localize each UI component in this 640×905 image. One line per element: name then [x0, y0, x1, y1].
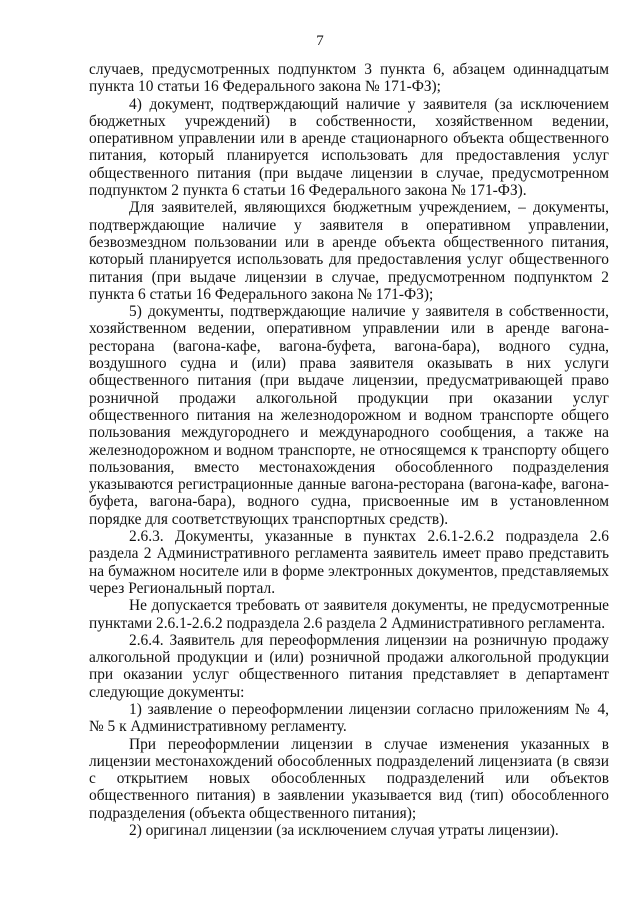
paragraph-reissue-location-change: При переоформлении лицензии в случае изменения указанных в лицензии местонахождений обособленных подразделений лицензиата (в связи с открытием новых обособленных подразделений или объектов общественного питания) в заявлении указывается вид (тип) обособленного подразделения (объекта общественного питания);: [89, 735, 609, 822]
page-number: 7: [316, 33, 324, 49]
paragraph-item-4: 4) документ, подтверждающий наличие у заявителя (за исключением бюджетных учреждений) в собственности, хозяйственном ведении, оперативном управлении или в аренде стационарного объекта общественного питания, который планируется использовать для предоставления услуг общественного питания (при выдаче лицензии в случае, предусмотренном подпунктом 2 пункта 6 статьи 16 Федерального закона № 171-ФЗ).: [89, 95, 609, 200]
paragraph-list-item-2: 2) оригинал лицензии (за исключением случая утраты лицензии).: [129, 822, 559, 840]
document-body: [89, 61, 609, 839]
paragraph-2-6-3: 2.6.3. Документы, указанные в пунктах 2.6.1-2.6.2 подраздела 2.6 раздела 2 Административного регламента заявитель имеет право представить на бумажном носителе или в форме электронных документов, представляемых через Региональный портал.: [89, 528, 609, 597]
paragraph-not-allowed: Не допускается требовать от заявителя документы, не предусмотренные пунктами 2.6.1-2.6.2 подраздела 2.6 раздела 2 Административного регламента.: [89, 597, 609, 632]
paragraph-list-item-1: 1) заявление о переоформлении лицензии согласно приложениям № 4, № 5 к Административному регламенту.: [89, 700, 609, 736]
paragraph-continuation: случаев, предусмотренных подпунктом 3 пункта 6, абзацем одиннадцатым пункта 10 статьи 16 Федерального закона № 171-ФЗ);: [89, 61, 609, 96]
paragraph-2-6-4: 2.6.4. Заявитель для переоформления лицензии на розничную продажу алкогольной продукции и (или) розничной продажи алкогольной продукции при оказании услуг общественного питания представляет в департамент следующие документы:: [89, 631, 609, 701]
paragraph-item-5: 5) документы, подтверждающие наличие у заявителя в собственности, хозяйственном ведении, оперативном управлении или в аренде вагона-ресторана (вагона-кафе, вагона-буфета, вагона-бара), водного судна, воздушного судна и (или) права заявителя оказывать в них услуги общественного питания (при выдаче лицензии, предусматривающей право розничной продажи алкогольной продукции при оказании услуг общественного питания на железнодорожном и водном транспорте общего пользования междугороднего и международного сообщения, а также на железнодорожном и водном транспорте, не относящемся к транспорту общего пользования, вместо местонахождения обособленного подразделения указываются регистрационные данные вагона-ресторана (вагона-кафе, вагона-буфета, вагона-бара), водного судна, присвоенные им в установленном порядке для соответствующих транспортных средств).: [89, 303, 609, 528]
paragraph-budget-institutions: Для заявителей, являющихся бюджетным учреждением, – документы, подтверждающие наличие у заявителя в оперативном управлении, безвозмездном пользовании или в аренде объекта общественного питания, который планируется использовать для предоставления услуг общественного питания (при выдаче лицензии в случае, предусмотренном подпунктом 2 пункта 6 статьи 16 Федерального закона № 171-ФЗ);: [89, 199, 609, 303]
